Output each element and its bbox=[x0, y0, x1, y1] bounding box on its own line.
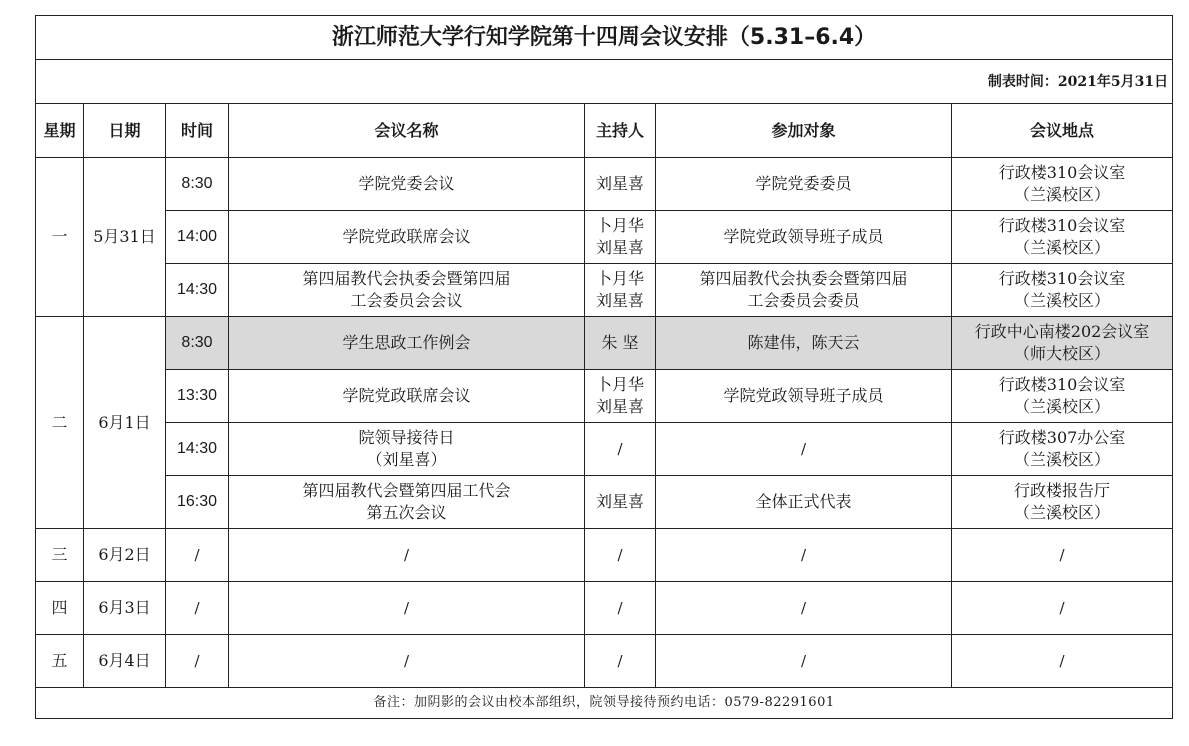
table-row bbox=[36, 582, 1173, 635]
meeting-name-line: 学生思政工作例会 bbox=[342, 333, 471, 352]
attendees-cell bbox=[656, 264, 952, 317]
location-line: （兰溪校区） bbox=[1014, 397, 1111, 416]
location-cell bbox=[952, 423, 1173, 476]
location-cell bbox=[952, 529, 1173, 582]
weekday-cell: 一 bbox=[36, 158, 84, 317]
meeting-name-cell bbox=[229, 158, 585, 211]
header-date: 日期 bbox=[84, 104, 166, 158]
location-line: / bbox=[1059, 652, 1065, 670]
location-line: 行政中心南楼202会议室 bbox=[974, 322, 1150, 341]
time-cell: / bbox=[166, 529, 229, 582]
table-row bbox=[36, 317, 1173, 370]
attendees-line: / bbox=[800, 599, 807, 617]
location-line: 行政楼310会议室 bbox=[998, 375, 1126, 394]
host-cell bbox=[585, 476, 656, 529]
time-cell: 14:30 bbox=[166, 264, 229, 317]
meeting-name-line: / bbox=[403, 652, 410, 670]
location-line: （兰溪校区） bbox=[1014, 291, 1111, 310]
meeting-name-line: 第四届教代会执委会暨第四届 bbox=[302, 269, 511, 288]
location-line: 行政楼310会议室 bbox=[998, 216, 1126, 235]
location-line: 行政楼307办公室 bbox=[998, 428, 1126, 447]
weekday-cell: 二 bbox=[36, 317, 84, 529]
host-line: 卜月华 bbox=[595, 269, 644, 288]
meeting-name-cell bbox=[229, 635, 585, 688]
attendees-line: 学院党委委员 bbox=[755, 174, 852, 193]
header-time: 时间 bbox=[166, 104, 229, 158]
attendees-line: 工会委员会委员 bbox=[747, 291, 860, 310]
location-line: 行政楼310会议室 bbox=[998, 269, 1126, 288]
location-line: （师大校区） bbox=[1014, 344, 1111, 363]
date-cell: 6月3日 bbox=[84, 582, 166, 635]
meeting-name-cell bbox=[229, 423, 585, 476]
schedule-body bbox=[36, 158, 1173, 688]
attendees-line: 学院党政领导班子成员 bbox=[723, 386, 884, 405]
host-cell bbox=[585, 211, 656, 264]
date-cell: 6月2日 bbox=[84, 529, 166, 582]
location-line: / bbox=[1059, 599, 1065, 617]
location-cell bbox=[952, 158, 1173, 211]
location-line: 行政楼报告厅 bbox=[1014, 481, 1111, 500]
meeting-name-cell bbox=[229, 264, 585, 317]
made-time-label: 制表时间：2021年5月31日 bbox=[36, 60, 1173, 104]
attendees-line: 学院党政领导班子成员 bbox=[723, 227, 884, 246]
meeting-name-line: 第四届教代会暨第四届工代会 bbox=[302, 481, 511, 500]
weekday-cell: 三 bbox=[36, 529, 84, 582]
location-cell bbox=[952, 211, 1173, 264]
meeting-name-cell bbox=[229, 317, 585, 370]
header-meeting-name: 会议名称 bbox=[229, 104, 585, 158]
header-attendees: 参加对象 bbox=[656, 104, 952, 158]
table-row bbox=[36, 370, 1173, 423]
meeting-name-cell bbox=[229, 582, 585, 635]
attendees-cell bbox=[656, 158, 952, 211]
host-cell bbox=[585, 264, 656, 317]
table-row bbox=[36, 476, 1173, 529]
meeting-name-line: / bbox=[403, 599, 410, 617]
table-header-row bbox=[36, 104, 1173, 158]
header-host: 主持人 bbox=[585, 104, 656, 158]
host-cell bbox=[585, 529, 656, 582]
host-cell bbox=[585, 370, 656, 423]
time-cell: 14:00 bbox=[166, 211, 229, 264]
table-row bbox=[36, 158, 1173, 211]
date-cell: 6月1日 bbox=[84, 317, 166, 529]
location-cell bbox=[952, 582, 1173, 635]
time-cell: 8:30 bbox=[166, 317, 229, 370]
page-title: 浙江师范大学行知学院第十四周会议安排（5.31–6.4） bbox=[36, 16, 1173, 60]
location-cell bbox=[952, 635, 1173, 688]
location-line: （兰溪校区） bbox=[1014, 450, 1111, 469]
table-row bbox=[36, 529, 1173, 582]
host-line: 刘星喜 bbox=[595, 397, 644, 416]
meeting-name-cell bbox=[229, 211, 585, 264]
meeting-name-line: 学院党委会议 bbox=[358, 174, 455, 193]
location-cell bbox=[952, 317, 1173, 370]
attendees-cell bbox=[656, 582, 952, 635]
attendees-cell bbox=[656, 423, 952, 476]
header-location: 会议地点 bbox=[952, 104, 1173, 158]
attendees-line: 第四届教代会执委会暨第四届 bbox=[699, 269, 908, 288]
location-line: （兰溪校区） bbox=[1014, 238, 1111, 257]
host-line: 卜月华 bbox=[595, 375, 644, 394]
host-line: 刘星喜 bbox=[595, 492, 644, 511]
host-line: 刘星喜 bbox=[595, 238, 644, 257]
weekday-cell: 五 bbox=[36, 635, 84, 688]
host-line: / bbox=[617, 546, 623, 564]
table-row bbox=[36, 635, 1173, 688]
attendees-line: / bbox=[800, 546, 807, 564]
attendees-cell bbox=[656, 317, 952, 370]
header-weekday: 星期 bbox=[36, 104, 84, 158]
attendees-line: 全体正式代表 bbox=[755, 492, 852, 511]
host-line: 刘星喜 bbox=[595, 291, 644, 310]
host-line: 朱 坚 bbox=[601, 333, 639, 352]
time-cell: 8:30 bbox=[166, 158, 229, 211]
meeting-schedule-table bbox=[35, 15, 1173, 719]
attendees-cell bbox=[656, 370, 952, 423]
host-line: / bbox=[617, 440, 623, 458]
attendees-cell bbox=[656, 211, 952, 264]
host-line: 卜月华 bbox=[595, 216, 644, 235]
location-cell bbox=[952, 264, 1173, 317]
date-cell: 5月31日 bbox=[84, 158, 166, 317]
weekday-cell: 四 bbox=[36, 582, 84, 635]
table-row bbox=[36, 264, 1173, 317]
meeting-name-cell bbox=[229, 476, 585, 529]
attendees-cell bbox=[656, 529, 952, 582]
footnote: 备注：加阴影的会议由校本部组织，院领导接待预约电话：0579-82291601 bbox=[36, 688, 1173, 719]
meeting-name-line: 第五次会议 bbox=[366, 503, 447, 522]
host-line: 刘星喜 bbox=[595, 174, 644, 193]
location-line: 行政楼310会议室 bbox=[998, 163, 1126, 182]
time-cell: 14:30 bbox=[166, 423, 229, 476]
time-cell: 16:30 bbox=[166, 476, 229, 529]
attendees-line: / bbox=[800, 440, 807, 458]
meeting-name-cell bbox=[229, 529, 585, 582]
meeting-name-line: 工会委员会会议 bbox=[350, 291, 463, 310]
attendees-line: / bbox=[800, 652, 807, 670]
meeting-name-line: 学院党政联席会议 bbox=[342, 227, 471, 246]
location-cell bbox=[952, 370, 1173, 423]
time-cell: / bbox=[166, 582, 229, 635]
meeting-name-line: 院领导接待日 bbox=[358, 428, 455, 447]
host-cell bbox=[585, 635, 656, 688]
table-row bbox=[36, 211, 1173, 264]
attendees-cell bbox=[656, 476, 952, 529]
location-line: （兰溪校区） bbox=[1014, 185, 1111, 204]
location-line: / bbox=[1059, 546, 1065, 564]
location-line: （兰溪校区） bbox=[1014, 503, 1111, 522]
meeting-name-line: （刘星喜） bbox=[366, 450, 447, 469]
host-cell bbox=[585, 423, 656, 476]
time-cell: 13:30 bbox=[166, 370, 229, 423]
host-line: / bbox=[617, 599, 623, 617]
host-cell bbox=[585, 582, 656, 635]
meeting-name-cell bbox=[229, 370, 585, 423]
date-cell: 6月4日 bbox=[84, 635, 166, 688]
meeting-name-line: 学院党政联席会议 bbox=[342, 386, 471, 405]
host-cell bbox=[585, 317, 656, 370]
location-cell bbox=[952, 476, 1173, 529]
attendees-line: 陈建伟，陈天云 bbox=[747, 333, 860, 352]
table-row bbox=[36, 423, 1173, 476]
host-cell bbox=[585, 158, 656, 211]
host-line: / bbox=[617, 652, 623, 670]
meeting-name-line: / bbox=[403, 546, 410, 564]
attendees-cell bbox=[656, 635, 952, 688]
time-cell: / bbox=[166, 635, 229, 688]
